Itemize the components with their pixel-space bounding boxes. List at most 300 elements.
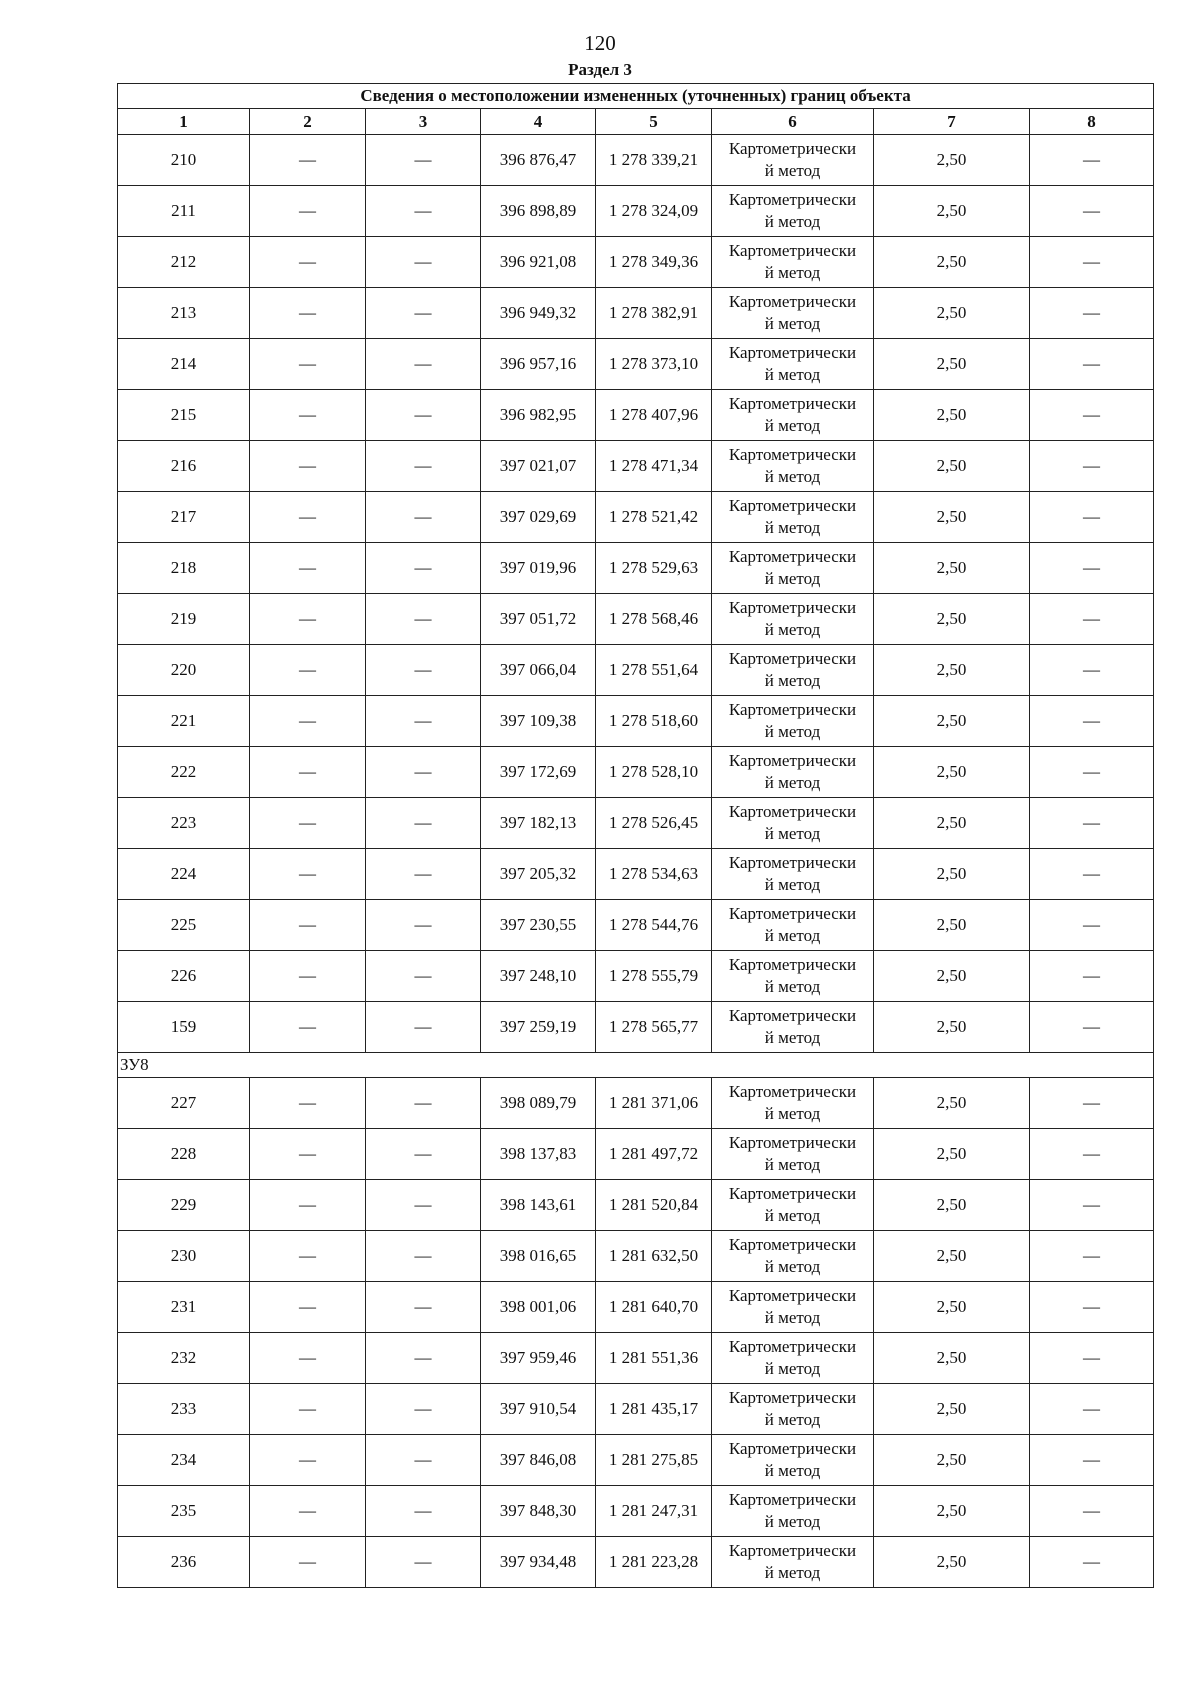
point-number: 223 [118, 798, 250, 849]
method-line-2: й метод [764, 875, 821, 894]
col8-value: — [1030, 849, 1154, 900]
method-line-2: й метод [764, 773, 821, 792]
col8-value: — [1030, 1282, 1154, 1333]
col8-value: — [1030, 492, 1154, 543]
table-row [118, 237, 1154, 288]
coord-y: 1 278 544,76 [596, 900, 712, 951]
method-line-2: й метод [764, 1028, 821, 1047]
col2-value: — [250, 1282, 366, 1333]
col2-value: — [250, 339, 366, 390]
method-line-1: Картометрически [728, 649, 857, 668]
accuracy-value: 2,50 [874, 798, 1030, 849]
method-line-2: й метод [764, 1104, 821, 1123]
accuracy-value: 2,50 [874, 237, 1030, 288]
accuracy-value: 2,50 [874, 594, 1030, 645]
method-cell [712, 594, 874, 645]
method-cell [712, 543, 874, 594]
method-line-2: й метод [764, 977, 821, 996]
coord-x: 397 051,72 [481, 594, 596, 645]
point-number: 219 [118, 594, 250, 645]
col3-value: — [366, 1078, 481, 1129]
point-number: 214 [118, 339, 250, 390]
method-cell [712, 288, 874, 339]
method-line-1: Картометрически [728, 241, 857, 260]
group-label: ЗУ8 [118, 1053, 1154, 1078]
point-number: 228 [118, 1129, 250, 1180]
accuracy-value: 2,50 [874, 1231, 1030, 1282]
method-cell [712, 900, 874, 951]
table-row [118, 849, 1154, 900]
col2-value: — [250, 645, 366, 696]
method-cell [712, 1384, 874, 1435]
accuracy-value: 2,50 [874, 1282, 1030, 1333]
table-row [118, 1333, 1154, 1384]
table-row [118, 696, 1154, 747]
coord-y: 1 281 520,84 [596, 1180, 712, 1231]
col8-value: — [1030, 441, 1154, 492]
col2-value: — [250, 747, 366, 798]
coord-y: 1 278 534,63 [596, 849, 712, 900]
col3-value: — [366, 543, 481, 594]
col8-value: — [1030, 1231, 1154, 1282]
coord-y: 1 278 555,79 [596, 951, 712, 1002]
method-line-1: Картометрически [728, 1490, 857, 1509]
method-cell [712, 441, 874, 492]
col3-value: — [366, 1333, 481, 1384]
coord-x: 398 089,79 [481, 1078, 596, 1129]
accuracy-value: 2,50 [874, 441, 1030, 492]
point-number: 159 [118, 1002, 250, 1053]
coord-y: 1 278 529,63 [596, 543, 712, 594]
coord-x: 397 959,46 [481, 1333, 596, 1384]
col3-value: — [366, 135, 481, 186]
col2-value: — [250, 1180, 366, 1231]
coord-y: 1 278 324,09 [596, 186, 712, 237]
method-cell [712, 1333, 874, 1384]
method-cell [712, 492, 874, 543]
method-line-1: Картометрически [728, 1133, 857, 1152]
method-cell [712, 1282, 874, 1333]
method-line-1: Картометрически [728, 1082, 857, 1101]
coord-x: 397 066,04 [481, 645, 596, 696]
method-cell [712, 390, 874, 441]
col3-value: — [366, 288, 481, 339]
table-row [118, 135, 1154, 186]
coord-y: 1 281 640,70 [596, 1282, 712, 1333]
method-line-1: Картометрически [728, 1439, 857, 1458]
table-row [118, 1129, 1154, 1180]
group-row [118, 1053, 1154, 1078]
accuracy-value: 2,50 [874, 288, 1030, 339]
point-number: 232 [118, 1333, 250, 1384]
table-row [118, 594, 1154, 645]
coord-y: 1 278 373,10 [596, 339, 712, 390]
col8-value: — [1030, 645, 1154, 696]
column-header: 4 [481, 109, 596, 135]
col3-value: — [366, 849, 481, 900]
method-line-2: й метод [764, 1206, 821, 1225]
table-row [118, 543, 1154, 594]
method-cell [712, 1231, 874, 1282]
col2-value: — [250, 492, 366, 543]
column-header: 5 [596, 109, 712, 135]
method-line-1: Картометрически [728, 1235, 857, 1254]
method-line-2: й метод [764, 365, 821, 384]
coord-y: 1 281 247,31 [596, 1486, 712, 1537]
coord-x: 398 016,65 [481, 1231, 596, 1282]
col8-value: — [1030, 288, 1154, 339]
coord-x: 396 898,89 [481, 186, 596, 237]
method-line-2: й метод [764, 926, 821, 945]
col8-value: — [1030, 1002, 1154, 1053]
col8-value: — [1030, 390, 1154, 441]
col3-value: — [366, 1384, 481, 1435]
col3-value: — [366, 696, 481, 747]
point-number: 213 [118, 288, 250, 339]
accuracy-value: 2,50 [874, 1180, 1030, 1231]
col2-value: — [250, 798, 366, 849]
method-cell [712, 186, 874, 237]
accuracy-value: 2,50 [874, 1002, 1030, 1053]
method-line-2: й метод [764, 1308, 821, 1327]
table-row [118, 1435, 1154, 1486]
method-cell [712, 1002, 874, 1053]
accuracy-value: 2,50 [874, 390, 1030, 441]
coord-x: 398 001,06 [481, 1282, 596, 1333]
coord-x: 397 182,13 [481, 798, 596, 849]
coord-x: 397 109,38 [481, 696, 596, 747]
page-number: 120 [584, 31, 616, 55]
table-row [118, 288, 1154, 339]
table-caption: Сведения о местоположении измененных (уточненных) границ объекта [118, 84, 1154, 109]
coord-x: 397 230,55 [481, 900, 596, 951]
column-header: 3 [366, 109, 481, 135]
coord-x: 397 029,69 [481, 492, 596, 543]
coord-y: 1 281 223,28 [596, 1537, 712, 1588]
col8-value: — [1030, 1333, 1154, 1384]
column-header: 8 [1030, 109, 1154, 135]
accuracy-value: 2,50 [874, 1333, 1030, 1384]
col2-value: — [250, 900, 366, 951]
accuracy-value: 2,50 [874, 696, 1030, 747]
col8-value: — [1030, 186, 1154, 237]
method-line-1: Картометрически [728, 343, 857, 362]
method-line-1: Картометрически [728, 1541, 857, 1560]
method-line-1: Картометрически [728, 1337, 857, 1356]
method-line-2: й метод [764, 314, 821, 333]
section-title: Раздел 3 [568, 60, 632, 79]
coordinates-table [117, 83, 1154, 1588]
accuracy-value: 2,50 [874, 492, 1030, 543]
method-line-1: Картометрически [728, 190, 857, 209]
method-line-2: й метод [764, 1410, 821, 1429]
col8-value: — [1030, 1435, 1154, 1486]
method-cell [712, 696, 874, 747]
coord-y: 1 281 435,17 [596, 1384, 712, 1435]
method-line-1: Картометрически [728, 904, 857, 923]
col3-value: — [366, 492, 481, 543]
coord-y: 1 278 521,42 [596, 492, 712, 543]
method-line-1: Картометрически [728, 802, 857, 821]
table-row [118, 186, 1154, 237]
coord-x: 396 921,08 [481, 237, 596, 288]
coord-y: 1 281 275,85 [596, 1435, 712, 1486]
method-line-1: Картометрически [728, 1286, 857, 1305]
coord-x: 397 934,48 [481, 1537, 596, 1588]
col3-value: — [366, 390, 481, 441]
col3-value: — [366, 1180, 481, 1231]
coord-y: 1 281 632,50 [596, 1231, 712, 1282]
table-row [118, 339, 1154, 390]
method-cell [712, 1129, 874, 1180]
col3-value: — [366, 747, 481, 798]
accuracy-value: 2,50 [874, 1435, 1030, 1486]
table-row [118, 1002, 1154, 1053]
col3-value: — [366, 339, 481, 390]
accuracy-value: 2,50 [874, 1384, 1030, 1435]
point-number: 234 [118, 1435, 250, 1486]
method-line-2: й метод [764, 671, 821, 690]
coord-y: 1 278 471,34 [596, 441, 712, 492]
col8-value: — [1030, 237, 1154, 288]
accuracy-value: 2,50 [874, 747, 1030, 798]
col3-value: — [366, 1231, 481, 1282]
col2-value: — [250, 135, 366, 186]
method-line-2: й метод [764, 620, 821, 639]
col2-value: — [250, 543, 366, 594]
method-line-1: Картометрически [728, 853, 857, 872]
method-cell [712, 1078, 874, 1129]
col8-value: — [1030, 900, 1154, 951]
accuracy-value: 2,50 [874, 186, 1030, 237]
point-number: 217 [118, 492, 250, 543]
accuracy-value: 2,50 [874, 543, 1030, 594]
method-line-1: Картометрически [728, 139, 857, 158]
method-cell [712, 645, 874, 696]
col2-value: — [250, 1078, 366, 1129]
col8-value: — [1030, 135, 1154, 186]
table-row [118, 1180, 1154, 1231]
method-line-2: й метод [764, 263, 821, 282]
coord-x: 396 957,16 [481, 339, 596, 390]
accuracy-value: 2,50 [874, 951, 1030, 1002]
point-number: 210 [118, 135, 250, 186]
accuracy-value: 2,50 [874, 1486, 1030, 1537]
accuracy-value: 2,50 [874, 645, 1030, 696]
col8-value: — [1030, 747, 1154, 798]
point-number: 216 [118, 441, 250, 492]
method-line-1: Картометрически [728, 394, 857, 413]
column-header: 7 [874, 109, 1030, 135]
method-cell [712, 1486, 874, 1537]
col2-value: — [250, 696, 366, 747]
table-row [118, 951, 1154, 1002]
method-line-2: й метод [764, 1563, 821, 1582]
col3-value: — [366, 594, 481, 645]
method-line-1: Картометрически [728, 955, 857, 974]
col8-value: — [1030, 594, 1154, 645]
method-line-1: Картометрически [728, 751, 857, 770]
col2-value: — [250, 1129, 366, 1180]
col8-value: — [1030, 1486, 1154, 1537]
point-number: 226 [118, 951, 250, 1002]
col3-value: — [366, 186, 481, 237]
coord-y: 1 278 565,77 [596, 1002, 712, 1053]
table-row [118, 1486, 1154, 1537]
coord-y: 1 278 551,64 [596, 645, 712, 696]
col3-value: — [366, 1129, 481, 1180]
point-number: 236 [118, 1537, 250, 1588]
col8-value: — [1030, 1537, 1154, 1588]
col2-value: — [250, 1231, 366, 1282]
col2-value: — [250, 390, 366, 441]
coord-y: 1 281 497,72 [596, 1129, 712, 1180]
col3-value: — [366, 1282, 481, 1333]
coord-y: 1 278 518,60 [596, 696, 712, 747]
method-line-1: Картометрически [728, 496, 857, 515]
col3-value: — [366, 441, 481, 492]
method-cell [712, 798, 874, 849]
table-caption-row [118, 84, 1154, 109]
table-header-row [118, 109, 1154, 135]
method-cell [712, 135, 874, 186]
coord-x: 396 949,32 [481, 288, 596, 339]
method-line-2: й метод [764, 824, 821, 843]
method-line-1: Картометрически [728, 1388, 857, 1407]
col2-value: — [250, 1002, 366, 1053]
point-number: 222 [118, 747, 250, 798]
coord-x: 397 259,19 [481, 1002, 596, 1053]
method-cell [712, 747, 874, 798]
table-row [118, 645, 1154, 696]
col8-value: — [1030, 339, 1154, 390]
method-line-2: й метод [764, 1359, 821, 1378]
coord-y: 1 278 339,21 [596, 135, 712, 186]
col8-value: — [1030, 1180, 1154, 1231]
accuracy-value: 2,50 [874, 1129, 1030, 1180]
method-line-2: й метод [764, 722, 821, 741]
method-line-1: Картометрически [728, 547, 857, 566]
col2-value: — [250, 1435, 366, 1486]
coord-x: 397 848,30 [481, 1486, 596, 1537]
col2-value: — [250, 288, 366, 339]
point-number: 220 [118, 645, 250, 696]
coord-y: 1 281 371,06 [596, 1078, 712, 1129]
accuracy-value: 2,50 [874, 849, 1030, 900]
method-line-2: й метод [764, 1155, 821, 1174]
column-header: 2 [250, 109, 366, 135]
point-number: 231 [118, 1282, 250, 1333]
method-line-1: Картометрически [728, 1184, 857, 1203]
col2-value: — [250, 951, 366, 1002]
method-line-2: й метод [764, 518, 821, 537]
col2-value: — [250, 1384, 366, 1435]
coord-x: 396 982,95 [481, 390, 596, 441]
coord-y: 1 278 407,96 [596, 390, 712, 441]
coord-x: 397 846,08 [481, 1435, 596, 1486]
method-line-1: Картометрически [728, 1006, 857, 1025]
method-line-2: й метод [764, 1461, 821, 1480]
col3-value: — [366, 1537, 481, 1588]
col2-value: — [250, 441, 366, 492]
coord-y: 1 278 526,45 [596, 798, 712, 849]
coord-y: 1 278 568,46 [596, 594, 712, 645]
col2-value: — [250, 849, 366, 900]
method-line-1: Картометрически [728, 598, 857, 617]
col3-value: — [366, 237, 481, 288]
col3-value: — [366, 900, 481, 951]
col2-value: — [250, 1537, 366, 1588]
col8-value: — [1030, 1384, 1154, 1435]
coord-y: 1 281 551,36 [596, 1333, 712, 1384]
point-number: 230 [118, 1231, 250, 1282]
col8-value: — [1030, 696, 1154, 747]
col8-value: — [1030, 951, 1154, 1002]
col8-value: — [1030, 1129, 1154, 1180]
table-row [118, 492, 1154, 543]
method-line-1: Картометрически [728, 292, 857, 311]
table-row [118, 1078, 1154, 1129]
method-line-1: Картометрически [728, 445, 857, 464]
table-row [118, 1282, 1154, 1333]
method-cell [712, 849, 874, 900]
method-cell [712, 1537, 874, 1588]
method-cell [712, 1180, 874, 1231]
method-cell [712, 1435, 874, 1486]
col2-value: — [250, 1333, 366, 1384]
method-cell [712, 237, 874, 288]
col3-value: — [366, 798, 481, 849]
table-row [118, 1231, 1154, 1282]
point-number: 225 [118, 900, 250, 951]
point-number: 233 [118, 1384, 250, 1435]
coord-x: 397 172,69 [481, 747, 596, 798]
col3-value: — [366, 1435, 481, 1486]
coord-x: 398 143,61 [481, 1180, 596, 1231]
col3-value: — [366, 951, 481, 1002]
col8-value: — [1030, 1078, 1154, 1129]
accuracy-value: 2,50 [874, 135, 1030, 186]
table-row [118, 441, 1154, 492]
table-row [118, 900, 1154, 951]
method-line-2: й метод [764, 416, 821, 435]
accuracy-value: 2,50 [874, 900, 1030, 951]
method-line-2: й метод [764, 161, 821, 180]
col3-value: — [366, 1002, 481, 1053]
point-number: 229 [118, 1180, 250, 1231]
coord-y: 1 278 349,36 [596, 237, 712, 288]
table-row [118, 1384, 1154, 1435]
col2-value: — [250, 1486, 366, 1537]
point-number: 227 [118, 1078, 250, 1129]
col2-value: — [250, 237, 366, 288]
coord-x: 397 910,54 [481, 1384, 596, 1435]
point-number: 212 [118, 237, 250, 288]
coord-y: 1 278 528,10 [596, 747, 712, 798]
coord-x: 397 248,10 [481, 951, 596, 1002]
col2-value: — [250, 594, 366, 645]
method-line-2: й метод [764, 569, 821, 588]
point-number: 221 [118, 696, 250, 747]
col3-value: — [366, 645, 481, 696]
coord-x: 396 876,47 [481, 135, 596, 186]
col3-value: — [366, 1486, 481, 1537]
method-line-2: й метод [764, 467, 821, 486]
point-number: 235 [118, 1486, 250, 1537]
col2-value: — [250, 186, 366, 237]
accuracy-value: 2,50 [874, 1537, 1030, 1588]
table-row [118, 747, 1154, 798]
